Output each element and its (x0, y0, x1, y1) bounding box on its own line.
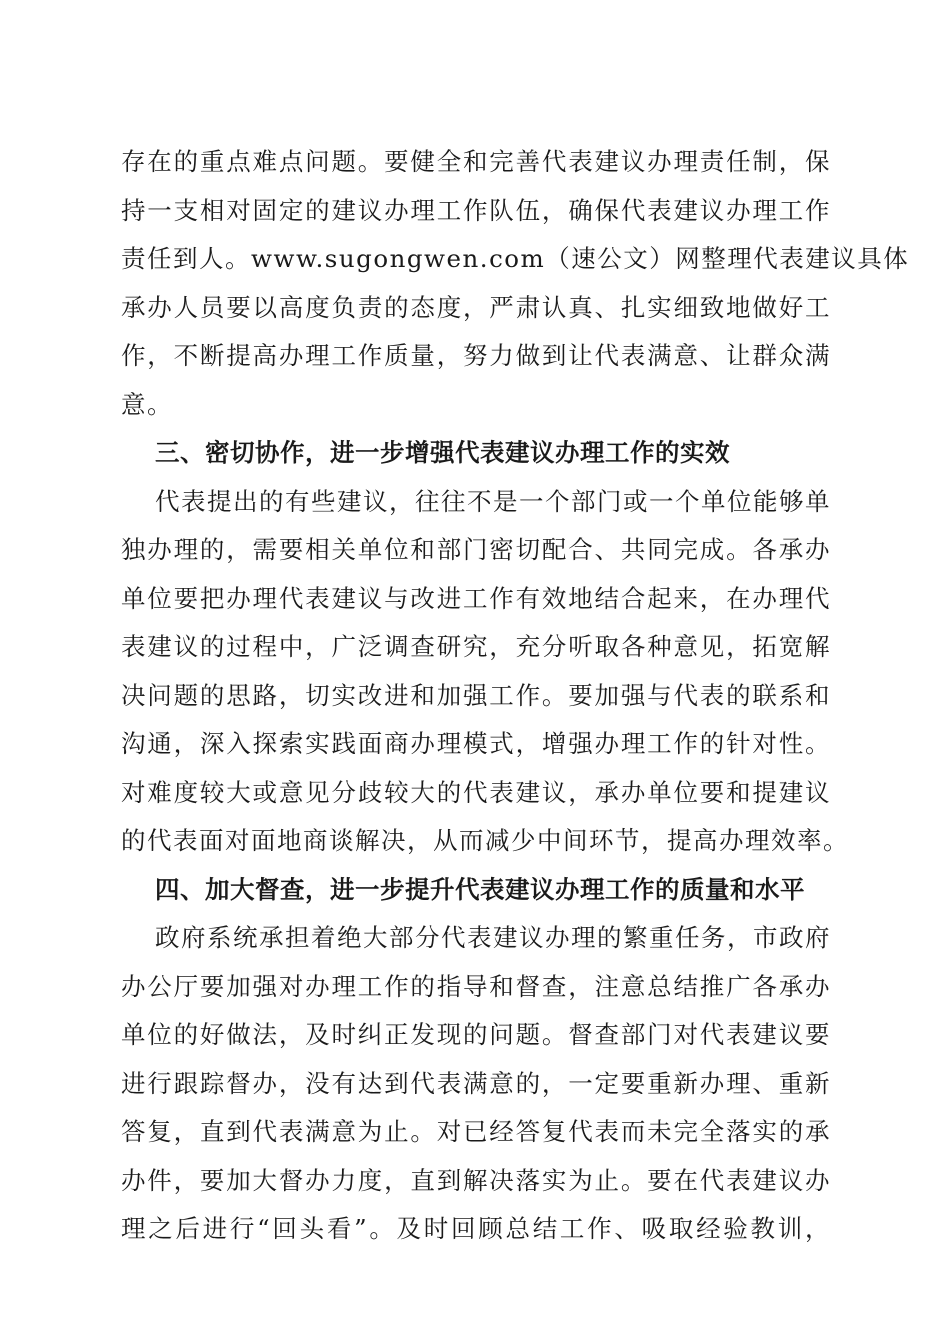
body-text-line: 进行跟踪督办，没有达到代表满意的，一定要重新办理、重新 (121, 1068, 831, 1098)
section-four-heading: 四、加大督查，进一步提升代表建议办理工作的质量和水平 (155, 874, 805, 904)
body-text-line: 单位的好做法，及时纠正发现的问题。督查部门对代表建议要 (121, 1020, 831, 1049)
body-text-line: 对难度较大或意见分歧较大的代表建议，承办单位要和提建议 (121, 777, 831, 807)
section-three-heading: 三、密切协作，进一步增强代表建议办理工作的实效 (155, 438, 730, 467)
body-text-line: 持一支相对固定的建议办理工作队伍，确保代表建议办理工作 (121, 195, 831, 225)
body-text-line: 政府系统承担着绝大部分代表建议办理的繁重任务，市政府 (155, 923, 831, 952)
body-text-line: 单位要把办理代表建议与改进工作有效地结合起来，在办理代 (121, 583, 831, 613)
body-text-line: 决问题的思路，切实改进和加强工作。要加强与代表的联系和 (121, 680, 831, 710)
body-text-line: 办件，要加大督办力度，直到解决落实为止。要在代表建议办 (121, 1165, 831, 1195)
body-text-line: 独办理的，需要相关单位和部门密切配合、共同完成。各承办 (121, 535, 831, 564)
body-text-line: 作，不断提高办理工作质量，努力做到让代表满意、让群众满 (121, 341, 831, 370)
body-text-line: 沟通，深入探索实践面商办理模式，增强办理工作的针对性。 (121, 729, 831, 758)
body-text-line: 承办人员要以高度负责的态度，严肃认真、扎实细致地做好工 (121, 292, 831, 322)
body-text-line: 意。 (121, 389, 173, 419)
body-text-line: 理之后进行“回头看”。及时回顾总结工作、吸取经验教训， (121, 1214, 831, 1243)
body-text-line: 责任到人。www.sugongwen.com（速公文）网整理代表建议具体 (121, 244, 910, 273)
document-body (121, 138, 910, 1254)
body-text-line: 答复，直到代表满意为止。对已经答复代表而未完全落实的承 (121, 1117, 831, 1146)
body-text-line: 的代表面对面地商谈解决，从而减少中间环节，提高办理效率。 (121, 826, 849, 855)
body-text-line: 存在的重点难点问题。要健全和完善代表建议办理责任制，保 (121, 147, 831, 176)
body-text-line: 表建议的过程中，广泛调查研究，充分听取各种意见，拓宽解 (121, 632, 831, 661)
body-text-line: 办公厅要加强对办理工作的指导和督查，注意总结推广各承办 (121, 971, 831, 1001)
body-text-line: 代表提出的有些建议，往往不是一个部门或一个单位能够单 (155, 486, 831, 516)
